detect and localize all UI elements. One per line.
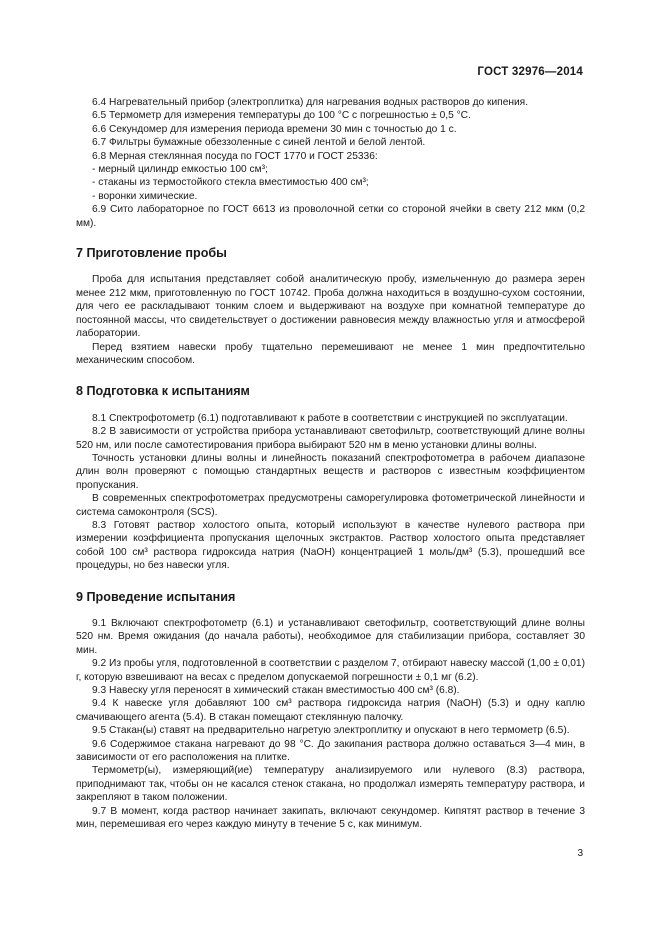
item-6-7: 6.7 Фильтры бумажные обеззоленные с синей лентой и белой лентой. [92,137,426,149]
section-9-para: 9.2 Из пробы угля, подготовленной в соответствии с разделом 7, отбирают навеску массой (1,00 ± 0,01) г, которую взвешивают на весах с пределом допускаемой погрешности ± 0,1 мг (6.2). [76,658,585,683]
section-8-para: 8.2 В зависимости от устройства прибора устанавливают светофильтр, соответствующий длине волны 520 нм, или после самотестирования прибора выбирают 520 нм в меню установки длины волны. [76,426,585,451]
section-9-para: 9.6 Содержимое стакана нагревают до 98 °С. До закипания раствора должно оставаться 3—4 мин, в зависимости от его расположения на плитке. [76,738,585,764]
section-8-body [76,412,585,573]
page-number: 3 [577,848,583,859]
section-9-para: 9.1 Включают спектрофотометр (6.1) и устанавливают светофильтр, соответствующий длине волны 520 нм. Время ожидания (до начала работы), необходимое для стабилизации прибора, составляет 30 мин. [76,618,585,656]
item-6-5: 6.5 Термометр для измерения температуры до 100 °С с погрешностью ± 0,5 °С. [92,110,471,122]
item-6-4: 6.4 Нагревательный прибор (электроплитка) для нагревания водных растворов до кипения. [92,97,529,108]
section-8-para: Точность установки длины волны и линейность показаний спектрофотометра в рабочем диапазоне длин волн проверяют с помощью стандартных веществ и растворов с известным коэффициентом пропускания. [76,452,585,491]
section-9-para: Термометр(ы), измеряющий(ие) температуру анализируемого или нулевого (8.3) раствора, приподнимают так, чтобы он не касался стенок стакана, но продолжал измерять температуру раствора, и закрепляют в таком положении. [76,765,585,804]
section-8-para: В современных спектрофотометрах предусмотрены саморегулировка фотометрической линейности и система самоконтроля (SCS). [76,493,585,518]
section-9-para: 9.3 Навеску угля переносят в химический стакан вместимостью 400 см³ (6.8). [92,685,460,697]
page-header-standard: ГОСТ 32976—2014 [477,66,583,78]
section-8-para: 8.3 Готовят раствор холостого опыта, который используют в качестве нулевого раствора при измерении коэффициента пропускания щелочных экстрактов. Раствор холостого опыта представляет собой 100 см³ раствора гидроксида натрия (NaOH) концентрацией 1 моль/дм³ (5.3), прошедший все процедуры, но без навески угля. [76,519,585,572]
item-6-8-b: - стаканы из термостойкого стекла вместимостью 400 см³; [92,177,369,189]
document-body [76,96,585,832]
section-8-title: 8 Подготовка к испытаниям [76,384,250,399]
section-9-body [76,617,585,832]
item-6-6: 6.6 Секундомер для измерения периода времени 30 мин с точностью до 1 с. [92,123,457,135]
section-7-body [76,273,585,367]
section-7-para: Перед взятием навески пробу тщательно перемешивают не менее 1 мин предпочтительно механическим способом. [76,341,585,366]
section-9-para: 9.5 Стакан(ы) ставят на предварительно нагретую электроплитку и опускают в него термометр (6.5). [92,725,570,737]
section-9-para: 9.4 К навеске угля добавляют 100 см³ раствора гидроксида натрия (NaOH) (5.3) и одну каплю смачивающего агента (5.4). В стакан помещают стеклянную палочку. [76,698,585,723]
item-6-8: 6.8 Мерная стеклянная посуда по ГОСТ 1770 и ГОСТ 25336: [92,150,378,162]
section-7-title: 7 Приготовление пробы [76,246,227,261]
item-6-8-a: - мерный цилиндр емкостью 100 см³; [92,164,268,176]
section-9-title: 9 Проведение испытания [76,589,236,604]
equipment-list [76,96,585,230]
item-6-9: 6.9 Сито лабораторное по ГОСТ 6613 из проволочной сетки со стороной ячейки в свету 212 мкм (0,2 мм). [76,204,585,229]
section-9-para: 9.7 В момент, когда раствор начинает закипать, включают секундомер. Кипятят раствор в течение 3 мин, перемешивая его через каждую минуту в течение 5 с, как минимум. [76,805,585,831]
section-8-para: 8.1 Спектрофотометр (6.1) подготавливают к работе в соответствии с инструкцией по эксплуатации. [92,412,568,424]
section-7-para: Проба для испытания представляет собой аналитическую пробу, измельченную до размера зерен менее 212 мкм, приготовленную по ГОСТ 10742. Проба должна находиться в воздушно-сухом состоянии, для чего ее раскладывают тонким слоем и выдерживают на воздухе при комнатной температуре до постоянной массы, что свидетельствует о достижении равновесия между влажностью угля и атмосферой лаборатории. [76,274,585,340]
item-6-8-c: - воронки химические. [92,190,198,202]
